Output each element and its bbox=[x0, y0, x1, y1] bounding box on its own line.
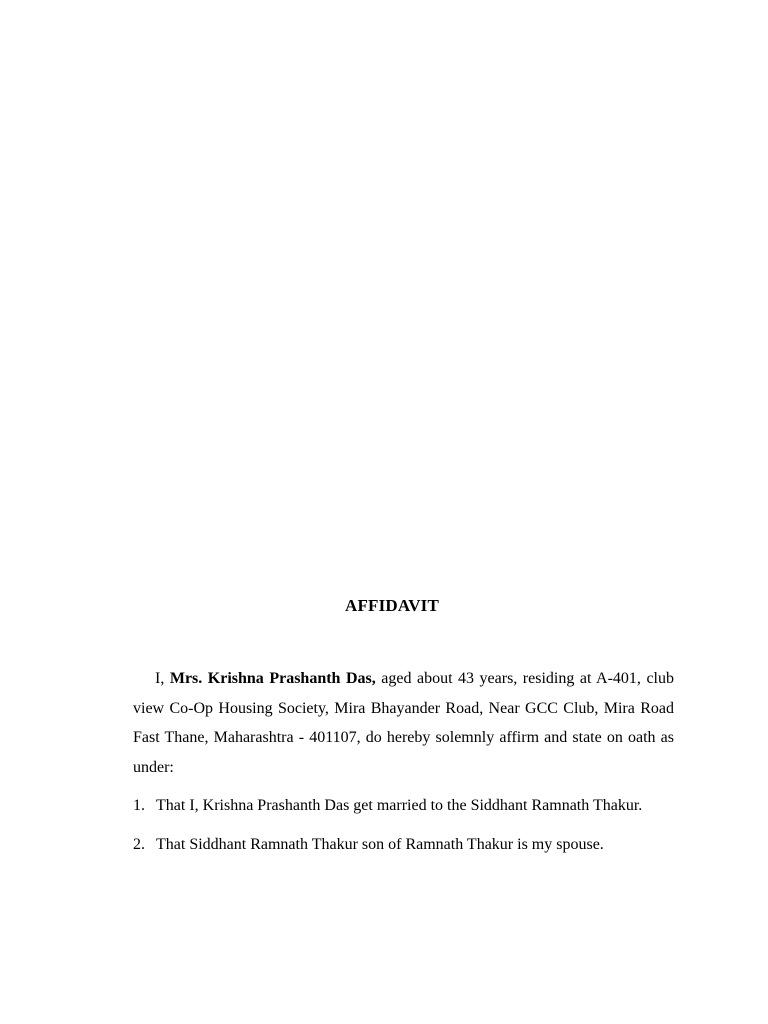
statement-text: That Siddhant Ramnath Thakur son of Ramnath Thakur is my spouse. bbox=[156, 835, 604, 853]
deponent-name: Mrs. Krishna Prashanth Das, bbox=[169, 670, 376, 687]
statement-item bbox=[133, 791, 674, 821]
statement-list bbox=[133, 791, 674, 859]
statement-number: 2. bbox=[133, 835, 145, 853]
intro-paragraph bbox=[133, 664, 674, 782]
document-body bbox=[133, 664, 674, 868]
intro-rest: aged about 43 years, residing at A-401, club view Co-Op Housing Society, Mira Bhayander Road, Near GCC Club, Mira Road Fast Thane, Maharashtra - 401107, do hereby solemnly affirm and state on oath as under: bbox=[133, 670, 674, 776]
statement-text: That I, Krishna Prashanth Das get married to the Siddhant Ramnath Thakur. bbox=[156, 797, 643, 814]
document-title: AFFIDAVIT bbox=[344, 596, 440, 615]
intro-lead: I, bbox=[155, 670, 170, 687]
statement-number: 1. bbox=[133, 797, 145, 814]
statement-item bbox=[133, 830, 674, 860]
